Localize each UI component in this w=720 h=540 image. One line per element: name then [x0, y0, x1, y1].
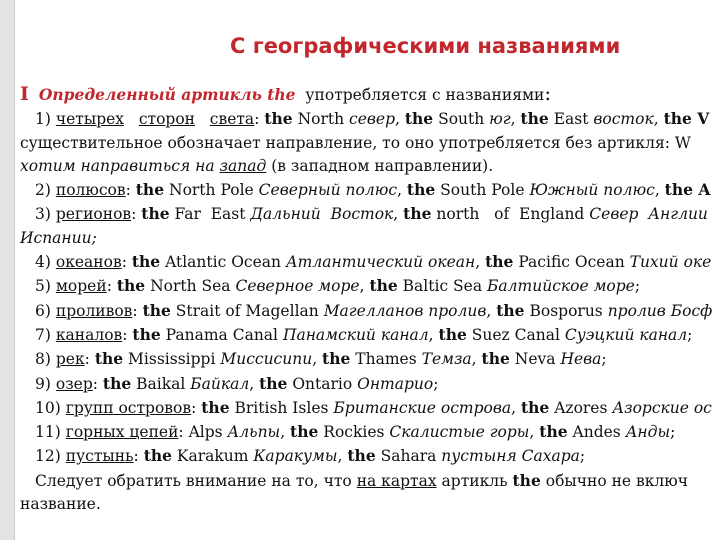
note-continuation: название. [20, 495, 101, 514]
section-heading: I Определенный артикль the употребляется с названиями: [20, 82, 552, 105]
list-item: 2) полюсов: the North Pole Северный полюс, the South Pole Южный полюс, the A [35, 180, 711, 200]
list-item: 8) рек: the Mississippi Миссисипи, the Thames Темза, the Neva Нева; [35, 349, 607, 369]
list-item: 3) регионов: the Far East Дальний Восток, the north of England Север Англии [35, 204, 708, 224]
section-heading-emphasis: Определенный артикль the [38, 85, 296, 104]
note-paragraph: Следует обратить внимание на то, что на картах артикль the обычно не включ [35, 470, 689, 490]
list-item-continuation: хотим направиться на запад (в западном направлении). [20, 156, 494, 175]
list-item: 6) проливов: the Strait of Magellan Магелланов пролив, the Bosporus пролив Босф [35, 300, 713, 320]
list-item-continuation: существительное обозначает направление, то оно употребляется без артикля: W [20, 133, 691, 152]
list-item: 5) морей: the North Sea Северное море, the Baltic Sea Балтийское море; [35, 276, 641, 296]
list-item: 12) пустынь: the Karakum Каракумы, the Sahara пустыня Сахара; [35, 446, 586, 466]
list-item: 9) озер: the Baikal Байкал, the Ontario Онтарио; [35, 373, 439, 393]
list-item: 10) групп островов: the British Isles Британские острова, the Azores Азорские ос [35, 397, 712, 417]
section-numeral: I [20, 83, 29, 105]
section-heading-tail: употребляется с названиями [305, 86, 545, 104]
list-item: 4) океанов: the Atlantic Ocean Атлантический океан, the Pacific Ocean Тихий оке [35, 252, 712, 272]
list-item: 7) каналов: the Panama Canal Панамский канал, the Suez Canal Суэцкий канал; [35, 324, 693, 344]
list-item: 11) горных цепей: Alps Альпы, the Rockies Скалистые горы, the Andes Анды; [35, 422, 676, 442]
slide-left-border [0, 0, 15, 540]
slide-title: С географическими названиями [230, 34, 621, 58]
list-item-continuation: Испании; [20, 228, 97, 247]
list-item: 1) четырех сторон света: the North север, the South юг, the East восток, the V [35, 109, 710, 129]
slide-body [20, 82, 720, 540]
